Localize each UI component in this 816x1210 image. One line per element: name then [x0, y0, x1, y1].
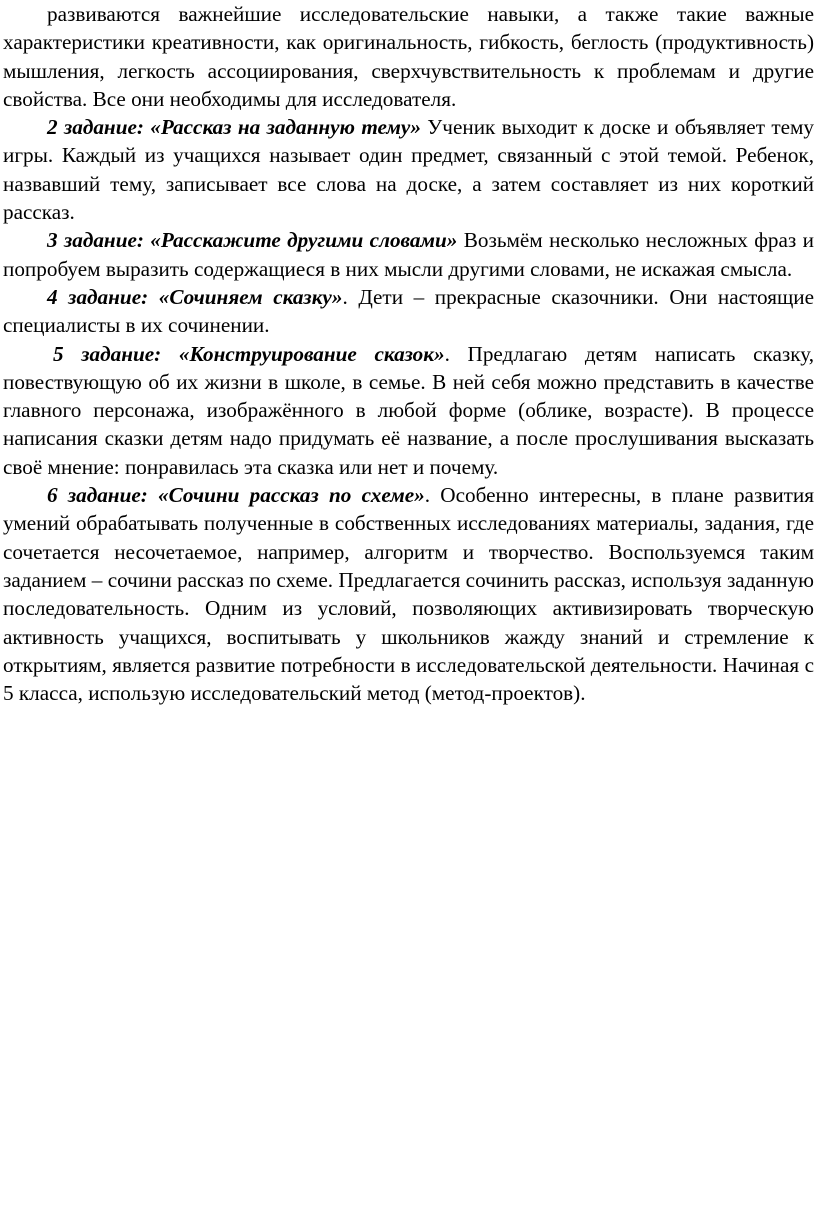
paragraph-body: развиваются важнейшие исследовательские навыки, а также такие важные характеристики креативности, как оригинальность, гибкость, беглость (продуктивность) мышления, легкость ассоциирования, сверхчувствительность к проблемам и другие свойства. Все они необходимы для исследователя.	[3, 2, 814, 111]
paragraph-task-2	[3, 113, 814, 226]
paragraph-body: Возьмём несколько несложных фраз и попробуем выразить содержащиеся в них мысли другими словами, не искажая смысла.	[3, 228, 814, 281]
paragraph-body: . Предлагаю детям написать сказку, повествующую об их жизни в школе, в семье. В ней себя можно представить в качестве главного персонажа, изображённого в любой форме (облике, возрасте). В процессе написания сказки детям надо придумать её название, а после прослушивания высказать своё мнение: понравилась эта сказка или нет и почему.	[3, 341, 814, 479]
paragraph-intro	[3, 0, 814, 113]
paragraph-task-5	[3, 340, 814, 481]
task-title: 5 задание: «Конструирование сказок»	[53, 341, 445, 366]
paragraph-task-3	[3, 226, 814, 283]
paragraph-body: . Дети – прекрасные сказочники. Они настоящие специалисты в их сочинении.	[3, 284, 815, 338]
paragraph-body: Ученик выходит к доске и объявляет тему игры. Каждый из учащихся называет один предмет, связанный с этой темой. Ребенок, назвавший тему, записывает все слова на доске, а затем составляет из них короткий рассказ.	[3, 115, 814, 225]
paragraph-task-6	[3, 481, 814, 707]
task-title: 4 задание: «Сочиняем сказку»	[47, 284, 343, 309]
task-title: 6 задание: «Сочини рассказ по схеме»	[47, 483, 425, 508]
paragraph-task-4	[3, 283, 814, 340]
task-title: 3 задание: «Расскажите другими словами»	[47, 228, 458, 253]
paragraph-body: . Особенно интересны, в плане развития умений обрабатывать полученные в собственных исследованиях материалы, задания, где сочетается несочетаемое, например, алгоритм и творчество. Воспользуемся таким заданием – сочини рассказ по схеме. Предлагается сочинить рассказ, используя заданную последовательность. Одним из условий, позволяющих активизировать творческую активность учащихся, воспитывать у школьников жажду знаний и стремление к открытиям, является развитие потребности в исследовательской деятельности. Начиная с 5 класса, использую исследовательский метод (метод-проектов).	[3, 483, 815, 706]
document-body	[3, 0, 814, 707]
task-title: 2 задание: «Рассказ на заданную тему»	[47, 115, 421, 140]
